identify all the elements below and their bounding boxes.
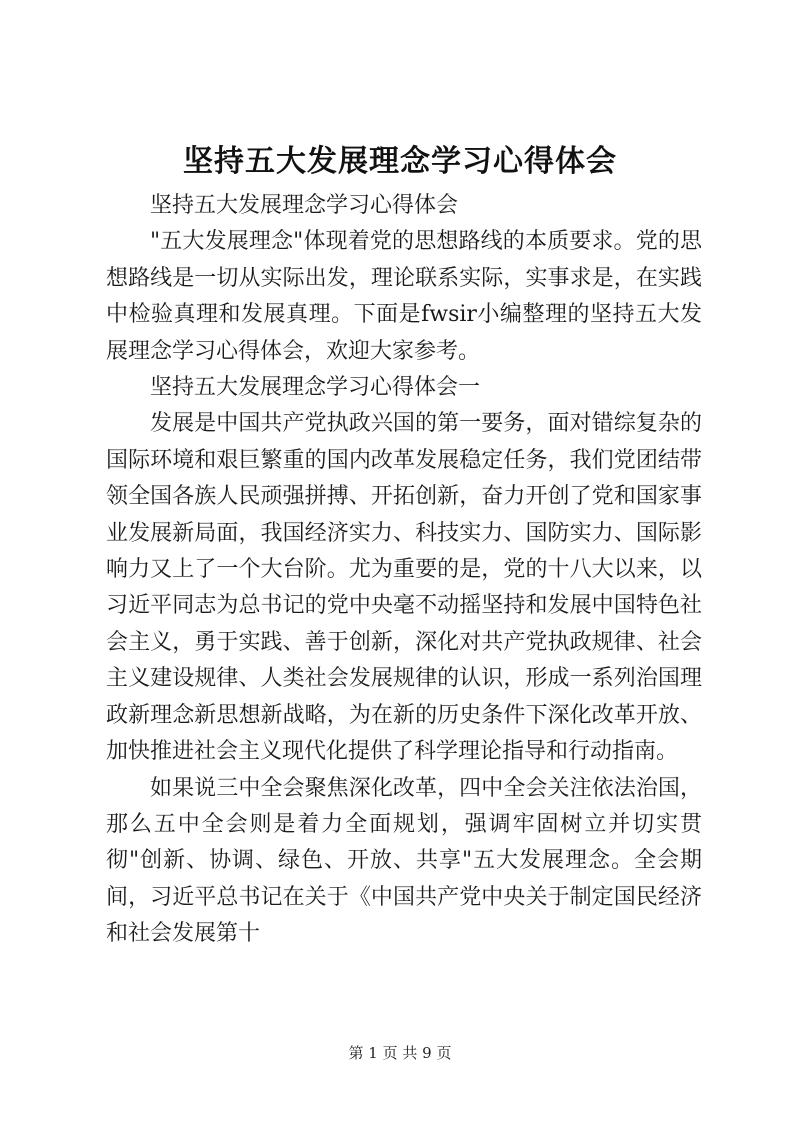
document-body: [106, 188, 702, 953]
intro-paragraph: "五大发展理念"体现着党的思想路线的本质要求。党的思想路线是一切从实际出发，理论联系实际，实事求是，在实践中检验真理和发展真理。下面是fwsir小编整理的坚持五大发展理念学习心得体会，欢迎大家参考。: [106, 229, 702, 364]
body-paragraph: 如果说三中全会聚焦深化改革，四中全会关注依法治国，那么五中全会则是着力全面规划，强调牢固树立并切实贯彻"创新、协调、绿色、开放、共享"五大发展理念。全会期间，习近平总书记在关于《中国共产党中央关于制定国民经济和社会发展第十: [106, 775, 702, 947]
document-title: 坚持五大发展理念学习心得体会: [183, 144, 617, 179]
section-heading-paragraph: 坚持五大发展理念学习心得体会一: [150, 375, 481, 401]
subtitle-paragraph: 坚持五大发展理念学习心得体会: [150, 193, 459, 218]
body-paragraph: 发展是中国共产党执政兴国的第一要务，面对错综复杂的国际环境和艰巨繁重的国内改革发展稳定任务，我们党团结带领全国各族人民顽强拼搏、开拓创新，奋力开创了党和国家事业发展新局面，我国经济实力、科技实力、国防实力、国际影响力又上了一个大台阶。尤为重要的是，党的十八大以来，以习近平同志为总书记的党中央毫不动摇坚持和发展中国特色社会主义，勇于实践、善于创新，深化对共产党执政规律、社会主义建设规律、人类社会发展规律的认识，形成一系列治国理政新理念新思想新战略，为在新的历史条件下深化改革开放、加快推进社会主义现代化提供了科学理论指导和行动指南。: [106, 411, 702, 765]
page-footer: 第 1 页 共 9 页: [348, 1044, 452, 1062]
